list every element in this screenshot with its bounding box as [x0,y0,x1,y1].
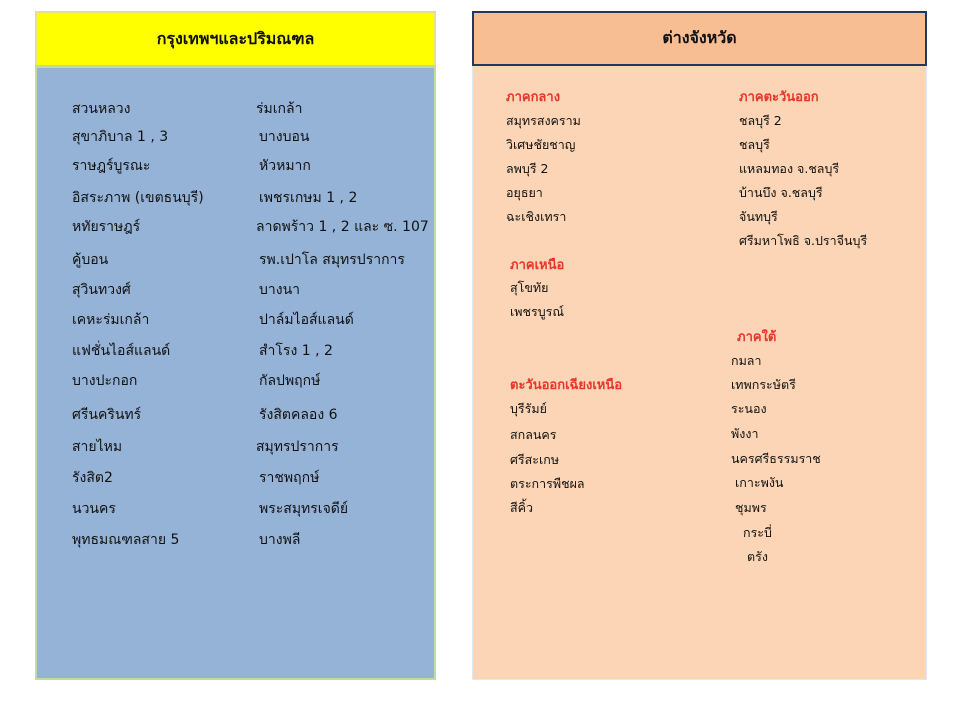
bangkok-branch: สายไหม [72,439,123,455]
province-branch: ศรีมหาโพธิ จ.ปราจีนบุรี [739,233,868,248]
bangkok-branch: ราษฎร์บูรณะ [72,158,151,174]
bangkok-branch: กัลปพฤกษ์ [259,373,321,389]
bangkok-title: กรุงเทพฯและปริมณฑล [156,28,315,48]
bangkok-branch: ลาดพร้าว 1 , 2 และ ซ. 107 [256,219,429,235]
province-branch: สุโขทัย [510,280,549,295]
province-branch: เพชรบูรณ์ [510,304,564,319]
bangkok-branch: พุทธมณฑลสาย 5 [72,532,180,548]
region-south-label: ภาคใต้ [737,330,777,345]
bangkok-branch: บางนา [259,282,301,298]
bangkok-branch: บางปะกอก [72,373,138,389]
province-branch: เทพกระษัตรี [731,377,796,392]
bangkok-branch: นวนคร [72,501,116,517]
province-branch: กระบี่ [743,525,772,540]
bangkok-branch: เคหะร่มเกล้า [72,312,150,328]
province-branch: บุรีรัมย์ [510,401,547,416]
bangkok-branch: สำโรง 1 , 2 [259,343,333,359]
bangkok-branch: บางพลี [259,532,301,548]
province-branch: กมลา [731,353,762,368]
province-branch: ตระการพืชผล [510,476,585,491]
province-branch: แหลมทอง จ.ชลบุรี [739,161,840,176]
bangkok-branch: สุขาภิบาล 1 , 3 [72,129,169,145]
bangkok-branch: สวนหลวง [72,101,131,117]
bangkok-branch: อิสระภาพ (เขตธนบุรี) [72,190,204,206]
province-branch: พังงา [731,426,759,441]
province-branch: สีคิ้ว [510,500,534,515]
bangkok-branch: พระสมุทรเจดีย์ [259,501,349,517]
province-branch: ชุมพร [735,500,767,515]
bangkok-branch: ราชพฤกษ์ [259,470,320,486]
province-branch: ศรีสะเกษ [510,452,560,467]
bangkok-branch: สุวินทวงศ์ [72,282,131,298]
region-east-label: ภาคตะวันออก [739,90,819,105]
bangkok-panel [35,65,436,680]
provinces-header [472,11,927,66]
bangkok-branch: ศรีนครินทร์ [72,407,142,423]
provinces-panel [472,66,927,680]
province-branch: นครศรีธรรมราช [731,451,821,466]
bangkok-branch: รังสิต2 [72,470,113,486]
bangkok-branch: แฟชั่นไอส์แลนด์ [72,343,171,359]
province-branch: ลพบุรี 2 [506,161,549,176]
province-branch: เกาะพงัน [735,475,784,490]
region-central-label: ภาคกลาง [506,90,561,105]
province-branch: ชลบุรี 2 [739,113,782,128]
provinces-title: ต่างจังหวัด [662,28,737,47]
bangkok-branch: คู้บอน [72,252,109,268]
bangkok-branch: หทัยราษฎร์ [72,219,141,235]
bangkok-branch: รพ.เปาโล สมุทรปราการ [259,252,405,268]
bangkok-branch: บางบอน [259,129,310,145]
province-branch: สมุทรสงคราม [506,113,581,128]
province-branch: บ้านบึง จ.ชลบุรี [739,185,823,200]
region-northeast-label: ตะวันออกเฉียงเหนือ [510,378,623,393]
bangkok-branch: ร่มเกล้า [256,101,303,117]
region-north-label: ภาคเหนือ [510,258,565,273]
province-branch: ฉะเชิงเทรา [506,209,567,224]
bangkok-branch: หัวหมาก [259,158,311,174]
province-branch: จันทบุรี [739,209,778,224]
province-branch: ตรัง [747,549,768,564]
province-branch: ระนอง [731,401,767,416]
province-branch: วิเศษชัยชาญ [506,137,576,152]
province-branch: สกลนคร [510,427,557,442]
bangkok-header [35,11,436,65]
bangkok-branch: รังสิตคลอง 6 [259,407,338,423]
bangkok-branch: ปาล์มไอส์แลนด์ [259,312,354,328]
bangkok-branch: สมุทรปราการ [256,439,339,455]
province-branch: ชลบุรี [739,137,770,152]
bangkok-branch: เพชรเกษม 1 , 2 [259,190,358,206]
province-branch: อยุธยา [506,185,543,200]
